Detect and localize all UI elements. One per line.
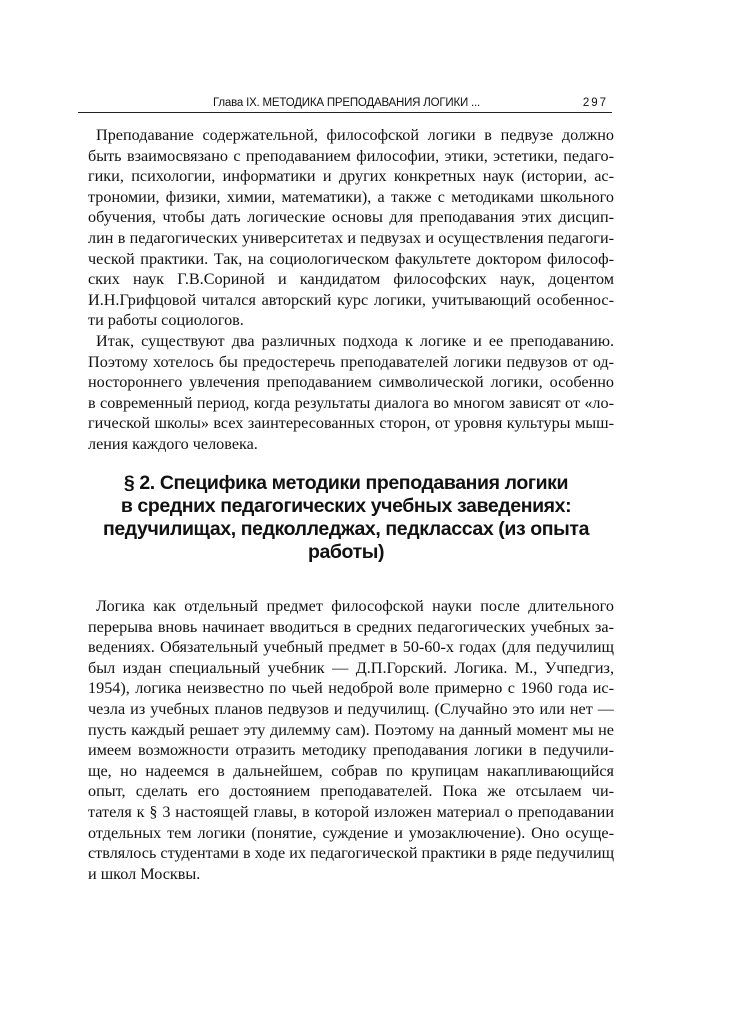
chapter-title: Глава IX. МЕТОДИКА ПРЕПОДАВАНИЯ ЛОГИКИ ... bbox=[213, 97, 480, 109]
text-line: быть взаимосвязано с преподаванием философии, этики, эстетики, педаго- bbox=[88, 146, 614, 165]
text-line: И.Н.Грифцовой читался авторский курс логики, учитывающий особеннос- bbox=[88, 290, 614, 309]
text-line: пусть каждый решает эту дилемму сам). Поэтому на данный момент мы не bbox=[88, 720, 614, 739]
text-line: обучения, чтобы дать логические основы для преподавания этих дисцип- bbox=[88, 208, 614, 227]
text-line: Преподавание содержательной, философской логики в педвузе должно bbox=[96, 126, 614, 144]
text-line: гики, психологии, информатики и других конкретных наук (истории, ас- bbox=[88, 167, 614, 186]
text-line: имеем возможности отразить методику преподавания логики в педучили- bbox=[88, 741, 614, 760]
heading-line: в средних педагогических учебных заведениях: bbox=[120, 495, 572, 517]
text-line: в современный период, когда результаты диалога во многом зависят от «ло- bbox=[88, 393, 614, 412]
paragraph-2 bbox=[88, 331, 614, 455]
paragraph-1 bbox=[88, 125, 614, 331]
text-line: гической школы» всех заинтересованных сторон, от уровня культуры мыш- bbox=[88, 414, 614, 433]
text-line: ностороннего увлечения преподаванием символической логики, особенно bbox=[88, 373, 614, 392]
heading-line: педучилищах, педколледжах, педклассах (из опыта bbox=[102, 518, 590, 540]
text-line: опыт, сделать его достоянием преподавателей. Пока же отсылаем чи- bbox=[88, 782, 614, 801]
text-line: был издан специальный учебник — Д.П.Горский. Логика. М., Учпедгиз, bbox=[88, 658, 614, 677]
text-line: Поэтому хотелось бы предостеречь преподавателей логики педвузов от од- bbox=[88, 352, 614, 371]
text-line: ще, но надеемся в дальнейшем, собрав по крупицам накапливающийся bbox=[88, 761, 614, 780]
text-line: ских наук Г.В.Сориной и кандидатом философских наук, доцентом bbox=[88, 270, 614, 289]
text-line: 1954), логика неизвестно по чьей недоброй воле примерно с 1960 года ис- bbox=[88, 679, 614, 698]
text-line: тателя к § 3 настоящей главы, в которой изложен материал о преподавании bbox=[88, 802, 614, 821]
paragraph-3 bbox=[88, 596, 614, 884]
text-line: ствлялось студентами в ходе их педагогической практики в ряде педучилищ bbox=[88, 844, 615, 863]
text-line: ведениях. Обязательный учебный предмет в 50-60-х годах (для педучилищ bbox=[88, 638, 614, 657]
text-line: ческой практики. Так, на социологическом факультете доктором философ- bbox=[88, 249, 614, 268]
heading-line: § 2. Специфика методики преподавания логики bbox=[123, 472, 569, 494]
text-line: ти работы социологов. bbox=[88, 311, 244, 330]
text-line: и школ Москвы. bbox=[88, 864, 201, 883]
section-heading bbox=[78, 472, 614, 564]
text-line: лин в педагогических университетах и педвузах и осуществления педагоги- bbox=[88, 228, 614, 247]
text-line: отдельных тем логики (понятие, суждение и умозаключение). Оно осуще- bbox=[88, 823, 614, 842]
text-line: Логика как отдельный предмет философской науки после длительного bbox=[96, 597, 614, 615]
text-line: ления каждого человека. bbox=[88, 434, 258, 453]
page-number: 297 bbox=[582, 97, 608, 109]
running-header bbox=[78, 92, 612, 113]
text-line: чезла из учебных планов педвузов и педучилищ. (Случайно это или нет — bbox=[88, 699, 614, 718]
text-line: перерыва вновь начинает вводиться в средних педагогических учебных за- bbox=[88, 617, 614, 636]
text-line: трономии, физики, химии, математики), а также с методиками школьного bbox=[88, 187, 614, 206]
text-line: Итак, существуют два различных подхода к логике и ее преподаванию. bbox=[96, 332, 614, 350]
heading-line: работы) bbox=[307, 541, 385, 563]
